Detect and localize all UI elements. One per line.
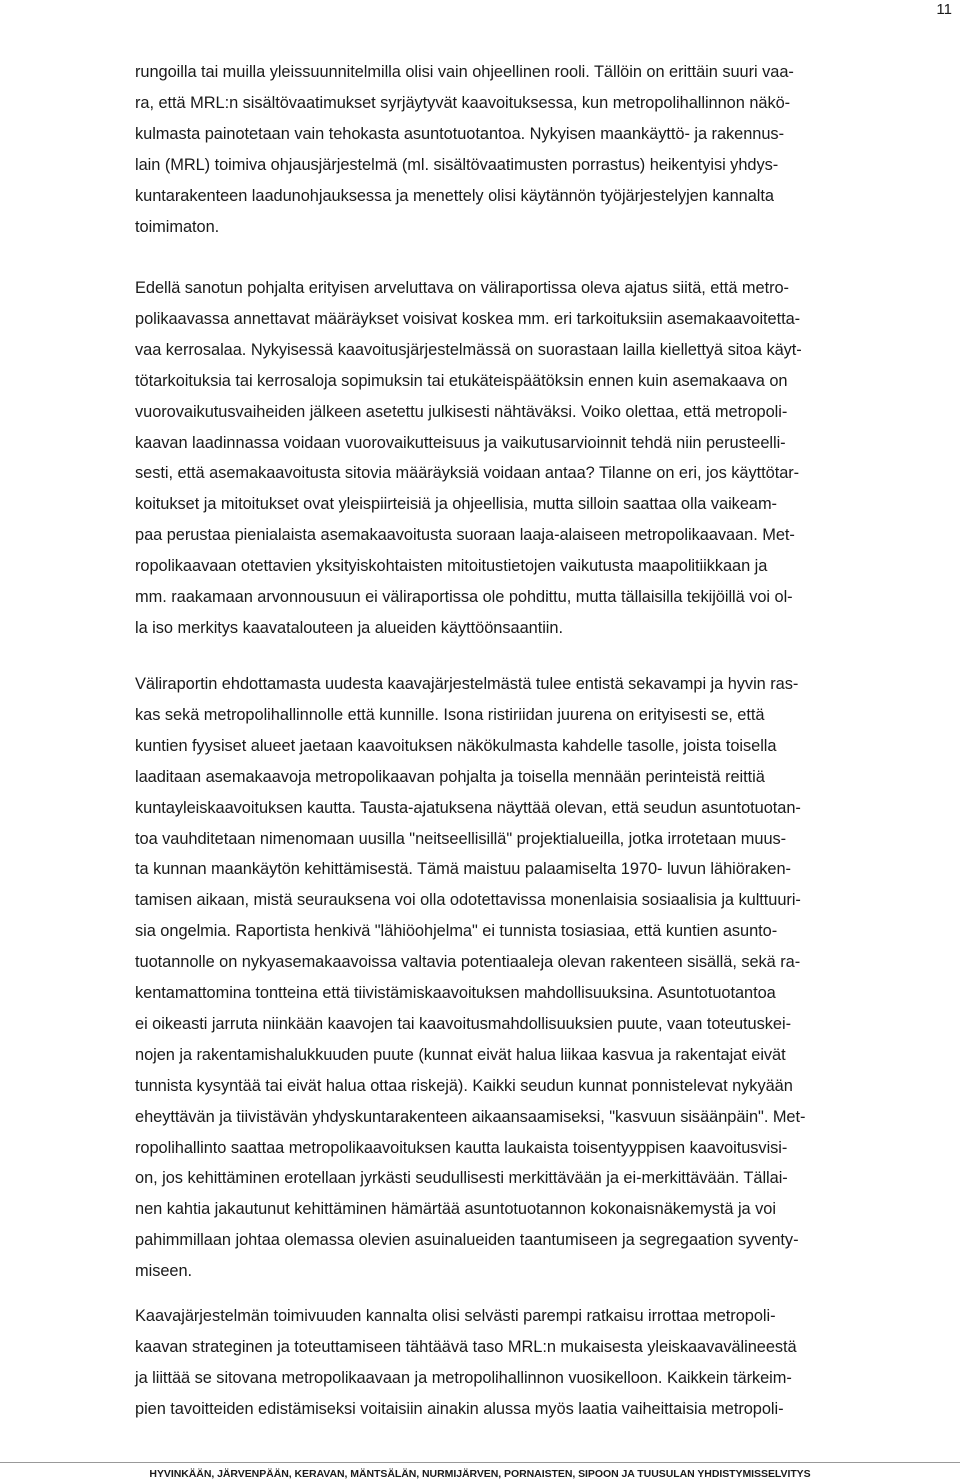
text-line: sia ongelmia. Raportista henkivä "lähiöohjelma" ei tunnista tosiasiaa, että kuntien asunto- (135, 922, 778, 941)
text-line: kuntarakenteen laadunohjauksessa ja menettely olisi käytännön työjärjestelyjen kannalta (135, 186, 774, 205)
text-line: ta kunnan maankäytön kehittämisestä. Tämä maistuu palaamiselta 1970- luvun lähiöraken- (135, 860, 791, 879)
text-line: kentamattomina tontteina että tiivistämiskaavoituksen mahdollisuuksina. Asuntotuotantoa (135, 984, 776, 1002)
text-line: ropolihallinto saattaa metropolikaavoituksen kautta laukaista toisentyyppisen kaavoitusvisi- (135, 1138, 788, 1157)
text-line: eheyttävän ja tiivistävän yhdyskuntarakenteen aikaansaamiseksi, "kasvuun sisäänpäin". Met- (135, 1107, 806, 1126)
text-line: koitukset ja mitoitukset ovat yleispiirteisiä ja ohjeellisia, mutta silloin saattaa olla vaikeam- (135, 495, 777, 514)
text-line: tuotannolle on nykyasemakaavoissa valtavia potentiaaleja olevan rakenteen sisällä, sekä ra- (135, 953, 801, 972)
text-line: Kaavajärjestelmän toimivuuden kannalta olisi selvästi parempi ratkaisu irrottaa metropoli- (135, 1307, 776, 1325)
text-line: kulmasta painotetaan vain tehokasta asuntotuotantoa. Nykyisen maankäyttö- ja rakennus- (135, 124, 784, 143)
text-line: rungoilla tai muilla yleissuunnitelmilla olisi vain ohjeellinen rooli. Tällöin on erittäin suuri vaa- (135, 63, 794, 81)
text-line: laaditaan asemakaavoja metropolikaavan pohjalta ja toisella mennään perinteistä reittiä (135, 767, 765, 786)
text-line: kuntayleiskaavoituksen kautta. Tausta-ajatuksena näyttää olevan, että seudun asuntotuotan- (135, 798, 801, 817)
text-line: Edellä sanotun pohjalta erityisen arveluttava on väliraportissa oleva ajatus siitä, että metro- (135, 279, 789, 297)
footer-divider (0, 1462, 960, 1463)
page-number: 11 (936, 1, 952, 18)
text-line: nen kahtia jakautunut kehittäminen hämärtää asuntotuotannon kokonaisnäkemystä ja voi (135, 1200, 776, 1219)
text-line: kuntien fyysiset alueet jaetaan kaavoituksen näkökulmasta kahdelle tasolle, joista toisella (135, 736, 777, 755)
text-line: tamisen aikaan, mistä seurauksena voi olla odotettavissa monenlaisia sosiaalisia ja kulttuuri- (135, 891, 801, 910)
text-line: miseen. (135, 1262, 193, 1281)
text-line: kaavan strateginen ja toteuttamiseen tähtäävä taso MRL:n mukaisesta yleiskaavavälineestä (135, 1337, 797, 1356)
text-line: la iso merkitys kaavatalouteen ja alueiden käyttöönsaantiin. (135, 618, 563, 637)
text-line: tötarkoituksia tai kerrosaloja sopimuksin tai etukäteispäätöksin ennen kuin asemakaava on (135, 371, 788, 390)
text-line: vuorovaikutusvaiheiden jälkeen asetettu julkisesti nähtäväksi. Voiko olettaa, että metropoli- (135, 402, 788, 421)
text-line: pien tavoitteiden edistämiseksi voitaisiin ainakin alussa myös laatia vaiheittaisia metropoli- (135, 1399, 784, 1418)
text-line: lain (MRL) toimiva ohjausjärjestelmä (ml. sisältövaatimusten porrastus) heikentyisi yhdys- (135, 155, 779, 174)
text-line: polikaavassa annettavat määräykset voisivat koskea mm. eri tarkoituksiin asemakaavoitetta- (135, 309, 801, 328)
text-line: nojen ja rakentamishalukkuuden puute (kunnat eivät halua liikaa kasvua ja rakentajat eivät (135, 1045, 786, 1064)
text-line: mm. raakamaan arvonnousuun ei väliraportissa ole pohdittu, mutta tällaisilla tekijöillä voi ol- (135, 588, 793, 606)
text-line: ra, että MRL:n sisältövaatimukset syrjäytyvät kaavoituksessa, kun metropolihallinnon näkö- (135, 93, 791, 112)
text-line: kaavan laadinnassa voidaan vuorovaikutteisuus ja vaikutusarvioinnit tehdä niin perusteelli- (135, 433, 786, 452)
text-line: toimimaton. (135, 217, 220, 236)
text-line: pahimmillaan johtaa olemassa olevien asuinalueiden taantumiseen ja segregaation syventy- (135, 1231, 799, 1250)
text-line: sesti, että asemakaavoitusta sitovia määräyksiä voidaan antaa? Tilanne on eri, jos käyttötar- (135, 464, 800, 483)
text-line: tunnista kysyntää tai eivät halua ottaa riskejä). Kaikki seudun kunnat ponnistelevat nykyään (135, 1076, 793, 1095)
text-line: paa perustaa pienialaista asemakaavoitusta suoraan laaja-alaiseen metropolikaavaan. Met- (135, 526, 795, 545)
text-line: kas sekä metropolihallinnolle että kunnille. Isona ristiriidan juurena on erityisesti se, että (135, 705, 765, 724)
text-line: ja liittää se sitovana metropolikaavaan ja metropolihallinnon vuosikelloon. Kaikkein tärkeim- (135, 1368, 792, 1387)
text-line: on, jos kehittäminen erotellaan jyrkästi seudullisesti merkittävään ja ei-merkittävään. Tällai- (135, 1169, 788, 1188)
text-line: ropolikaavaan otettavien yksityiskohtaisten mitoitustietojen vaikutusta maapolitiikkaan ja (135, 557, 768, 576)
text-line: vaa kerrosalaa. Nykyisessä kaavoitusjärjestelmässä on suorastaan lailla kiellettyä sitoa käyt- (135, 340, 802, 359)
footer-text: HYVINKÄÄN, JÄRVENPÄÄN, KERAVAN, MÄNTSÄLÄN, NURMIJÄRVEN, PORNAISTEN, SIPOON JA TUUSULAN YHDISTYMISSELVITYS (149, 1468, 811, 1480)
text-line: toa vauhditetaan nimenomaan uusilla "neitseellisillä" projektialueilla, jotka irrotetaan muus- (135, 829, 787, 848)
text-line: Väliraportin ehdottamasta uudesta kaavajärjestelmästä tulee entistä sekavampi ja hyvin ras- (135, 675, 799, 693)
text-line: ei oikeasti jarruta niinkään kaavojen tai kaavoitusmahdollisuuksien puute, vaan toteutuskei- (135, 1014, 791, 1033)
